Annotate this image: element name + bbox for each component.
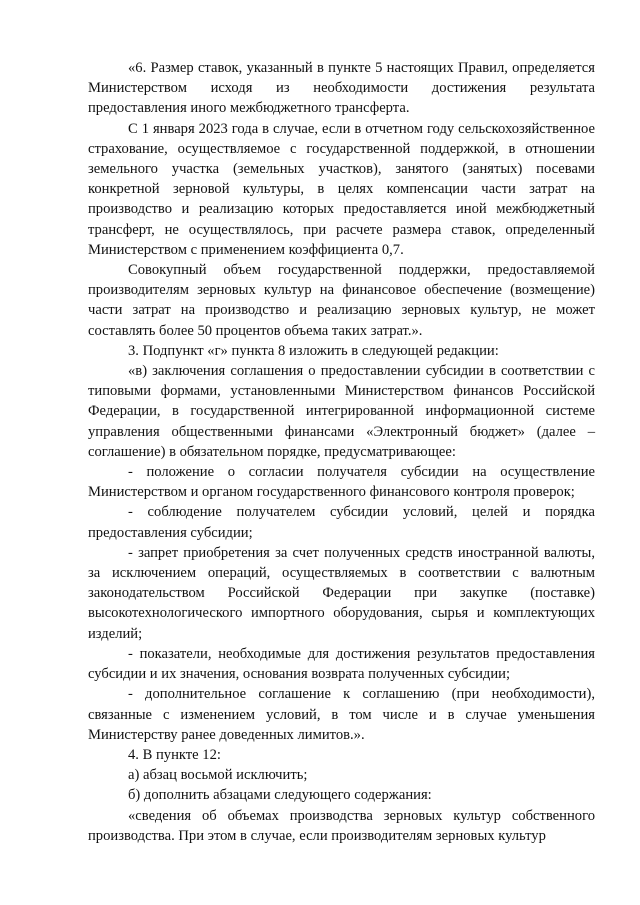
paragraph-subitem-a: а) абзац восьмой исключить;	[128, 767, 308, 784]
paragraph-agreement: «в) заключения соглашения о предоставлении субсидии в соответствии с типовыми формами, установленными Министерством финансов Российской Федерации, в государственной интегрированной информационной системе управления общественными финансами «Электронный бюджет» (далее – соглашение) в обязательном порядке, предусматривающее:	[88, 363, 595, 460]
paragraph-rate-size: «6. Размер ставок, указанный в пункте 5 настоящих Правил, определяется Министерством исходя из необходимости достижения результата предоставления иного межбюджетного трансферта.	[88, 60, 595, 117]
paragraph-item-4: 4. В пункте 12:	[128, 746, 221, 763]
list-item-compliance: - соблюдение получателем субсидии условий, целей и порядка предоставления субсидии;	[88, 504, 595, 541]
list-item-indicators: - показатели, необходимые для достижения результатов предоставления субсидии и их значения, основания возврата полученных субсидии;	[88, 645, 595, 683]
paragraph-production-info: «сведения об объемах производства зерновых культур собственного производства. При этом в случае, если производителям зерновых культур	[88, 807, 595, 844]
paragraph-item-3: 3. Подпункт «г» пункта 8 изложить в следующей редакции:	[128, 342, 499, 359]
paragraph-subitem-b: б) дополнить абзацами следующего содержания:	[128, 787, 432, 804]
list-item-currency-ban: - запрет приобретения за счет полученных средств иностранной валюты, за исключением операций, осуществляемых в соответствии с валютным законодательством Российской Федерации при закупке (поставке) высокотехнологического импортного оборудования, сырья и комплектующих изделий;	[88, 544, 595, 642]
list-item-consent: - положение о согласии получателя субсидии на осуществление Министерством и органом государственного финансового контроля проверок;	[88, 464, 595, 501]
document-page	[88, 58, 595, 846]
paragraph-insurance-coefficient: С 1 января 2023 года в случае, если в отчетном году сельскохозяйственное страхование, осуществляемое с государственной поддержкой, в отношении земельного участка (земельных участков), занятого (занятых) посевами конкретной зерновой культуры, в целях компенсации части затрат на производство и реализацию которых предоставляется иной межбюджетный трансферт, не осуществлялось, при расчете размера ставок, определенный Министерством с применением коэффициента 0,7.	[88, 120, 595, 258]
paragraph-support-limit: Совокупный объем государственной поддержки, предоставляемой производителям зерновых культур на финансовое обеспечение (возмещение) части затрат на производство и реализацию зерновых культур, не может составлять более 50 процентов объема таких затрат.».	[88, 262, 595, 339]
list-item-supplementary-agreement: - дополнительное соглашение к соглашению (при необходимости), связанные с изменением условий, в том числе и в случае уменьшения Министерству ранее доведенных лимитов.».	[88, 686, 595, 743]
